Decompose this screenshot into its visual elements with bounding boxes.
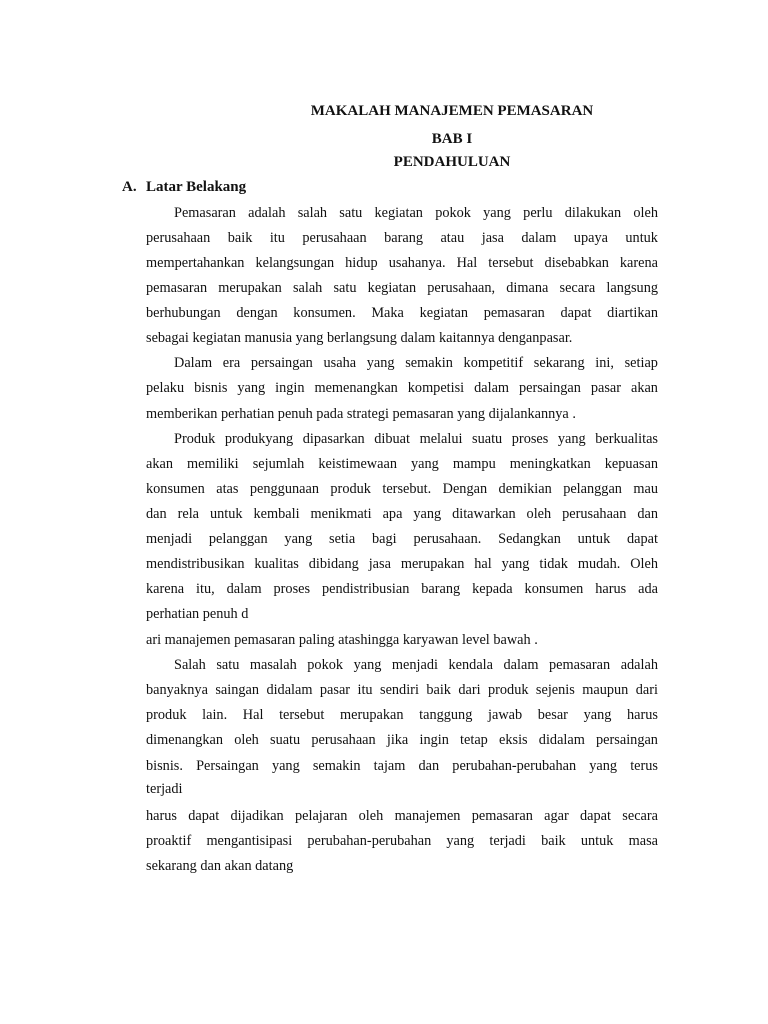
paragraph-line: sebagai kegiatan manusia yang berlangsung dalam kaitannya denganpasar. (146, 330, 573, 346)
paragraph-line: karena itu, dalam proses pendistribusian barang kepada konsumen harus ada (146, 581, 659, 597)
paragraph-line: berhubungan dengan konsumen. Maka kegiatan pemasaran dapat diartikan (146, 305, 658, 321)
paragraph-line: perhatian penuh d (146, 606, 249, 622)
paragraph-line: sekarang dan akan datang (146, 858, 294, 874)
paragraph-line: produk lain. Hal tersebut merupakan tanggung jawab besar yang harus (146, 707, 658, 723)
document-title: MAKALAH MANAJEMEN PEMASARAN (310, 103, 594, 119)
paragraph-line: banyaknya saingan didalam pasar itu sendiri baik dari produk sejenis maupun dari (146, 682, 658, 698)
section-marker: A. (122, 179, 137, 195)
paragraph-line: terjadi (146, 781, 183, 797)
paragraph-line: menjadi pelanggan yang setia bagi perusahaan. Sedangkan untuk dapat (146, 531, 658, 547)
paragraph-line: Dalam era persaingan usaha yang semakin kompetitif sekarang ini, setiap (174, 355, 658, 371)
paragraph-line: dimenangkan oleh suatu perusahaan jika ingin tetap eksis didalam persaingan (146, 732, 658, 748)
paragraph-line: mendistribusikan kualitas dibidang jasa merupakan hal yang tidak mudah. Oleh (146, 556, 659, 572)
paragraph-line: akan memiliki sejumlah keistimewaan yang mampu meningkatkan kepuasan (146, 456, 658, 472)
paragraph-line: perusahaan baik itu perusahaan barang atau jasa dalam upaya untuk (146, 230, 658, 246)
section-heading-text: Latar Belakang (146, 179, 247, 195)
paragraph-line: pelaku bisnis yang ingin memenangkan kompetisi dalam persaingan pasar akan (146, 380, 658, 396)
section-heading (122, 177, 246, 197)
paragraph-line: bisnis. Persaingan yang semakin tajam dan perubahan-perubahan yang terus (146, 758, 658, 774)
paragraph-line: Produk produkyang dipasarkan dibuat melalui suatu proses yang berkualitas (174, 431, 658, 447)
paragraph-line: pemasaran merupakan salah satu kegiatan perusahaan, dimana secara langsung (146, 280, 658, 296)
paragraph-line: mempertahankan kelangsungan hidup usahanya. Hal tersebut disebabkan karena (146, 255, 659, 271)
paragraph-line: proaktif mengantisipasi perubahan-perubahan yang terjadi baik untuk masa (146, 833, 659, 849)
paragraph-line: konsumen atas penggunaan produk tersebut. Dengan demikian pelanggan mau (146, 481, 659, 497)
paragraph-line: ari manajemen pemasaran paling atashingga karyawan level bawah . (146, 632, 538, 648)
chapter-number: BAB I (431, 131, 473, 147)
paragraph-line: Salah satu masalah pokok yang menjadi kendala dalam pemasaran adalah (174, 657, 658, 673)
paragraph-line: dan rela untuk kembali menikmati apa yang ditawarkan oleh perusahaan dan (146, 506, 659, 522)
paragraph-line: memberikan perhatian penuh pada strategi pemasaran yang dijalankannya . (146, 406, 576, 422)
chapter-title: PENDAHULUAN (393, 154, 511, 170)
paragraph-line: Pemasaran adalah salah satu kegiatan pokok yang perlu dilakukan oleh (174, 205, 658, 221)
paragraph-line: harus dapat dijadikan pelajaran oleh manajemen pemasaran agar dapat secara (146, 808, 658, 824)
